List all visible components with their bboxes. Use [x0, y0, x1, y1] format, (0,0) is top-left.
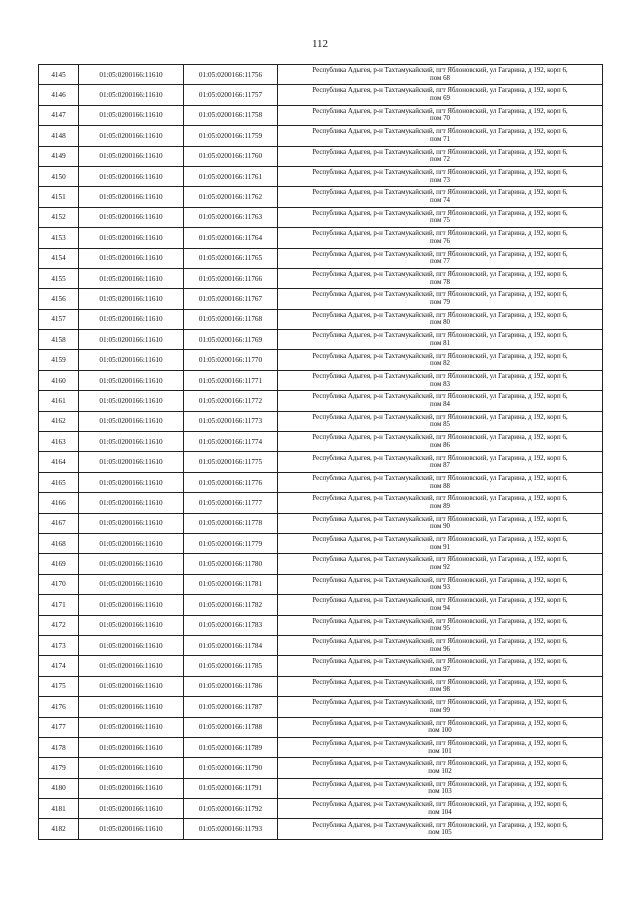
cadastral-number-cell: 01:05:0200166:11782 — [184, 595, 278, 615]
parent-cadastral-number-cell: 01:05:0200166:11610 — [79, 105, 184, 125]
address-cell — [278, 635, 603, 655]
address-prefix-text: Республика Адыгея, р-н Тахтамукайский, пгт Яблоновский, ул Гагарина, д 192, корп 6, — [312, 393, 568, 401]
address-room-text: пом 69 — [430, 95, 450, 103]
address-room-text: пом 79 — [430, 298, 450, 306]
address-prefix-text: Республика Адыгея, р-н Тахтамукайский, пгт Яблоновский, ул Гагарина, д 192, корп 6, — [312, 678, 568, 686]
cadastral-number-cell: 01:05:0200166:11779 — [184, 533, 278, 553]
address-cell — [278, 452, 603, 472]
address-cell — [278, 513, 603, 533]
address-prefix-text: Республика Адыгея, р-н Тахтамукайский, пгт Яблоновский, ул Гагарина, д 192, корп 6, — [312, 760, 568, 768]
cadastral-number-cell: 01:05:0200166:11770 — [184, 350, 278, 370]
cadastral-number-cell: 01:05:0200166:11760 — [184, 146, 278, 166]
address-prefix-text: Республика Адыгея, р-н Тахтамукайский, пгт Яблоновский, ул Гагарина, д 192, корп 6, — [312, 189, 568, 197]
registry-table-body — [39, 65, 603, 840]
table-row — [39, 697, 603, 717]
table-row — [39, 65, 603, 85]
table-row — [39, 126, 603, 146]
address-prefix-text: Республика Адыгея, р-н Тахтамукайский, пгт Яблоновский, ул Гагарина, д 192, корп 6, — [312, 107, 568, 115]
address-cell — [278, 126, 603, 146]
address-cell — [278, 85, 603, 105]
row-number-cell: 4166 — [39, 493, 79, 513]
cadastral-number-cell: 01:05:0200166:11756 — [184, 65, 278, 85]
parent-cadastral-number-cell: 01:05:0200166:11610 — [79, 411, 184, 431]
address-room-text: пом 77 — [430, 258, 450, 266]
address-cell — [278, 289, 603, 309]
row-number-cell: 4162 — [39, 411, 79, 431]
address-room-text: пом 89 — [430, 502, 450, 510]
parent-cadastral-number-cell: 01:05:0200166:11610 — [79, 330, 184, 350]
row-number-cell: 4163 — [39, 432, 79, 452]
parent-cadastral-number-cell: 01:05:0200166:11610 — [79, 391, 184, 411]
address-room-text: пом 82 — [430, 360, 450, 368]
parent-cadastral-number-cell: 01:05:0200166:11610 — [79, 574, 184, 594]
row-number-cell: 4149 — [39, 146, 79, 166]
row-number-cell: 4159 — [39, 350, 79, 370]
address-room-text: пом 93 — [430, 584, 450, 592]
cadastral-number-cell: 01:05:0200166:11787 — [184, 697, 278, 717]
row-number-cell: 4151 — [39, 187, 79, 207]
address-prefix-text: Республика Адыгея, р-н Тахтамукайский, пгт Яблоновский, ул Гагарина, д 192, корп 6, — [312, 311, 568, 319]
cadastral-number-cell: 01:05:0200166:11781 — [184, 574, 278, 594]
parent-cadastral-number-cell: 01:05:0200166:11610 — [79, 85, 184, 105]
address-room-text: пом 87 — [430, 462, 450, 470]
row-number-cell: 4171 — [39, 595, 79, 615]
row-number-cell: 4178 — [39, 737, 79, 757]
parent-cadastral-number-cell: 01:05:0200166:11610 — [79, 289, 184, 309]
parent-cadastral-number-cell: 01:05:0200166:11610 — [79, 187, 184, 207]
address-cell — [278, 65, 603, 85]
address-cell — [278, 615, 603, 635]
row-number-cell: 4146 — [39, 85, 79, 105]
row-number-cell: 4176 — [39, 697, 79, 717]
parent-cadastral-number-cell: 01:05:0200166:11610 — [79, 533, 184, 553]
parent-cadastral-number-cell: 01:05:0200166:11610 — [79, 268, 184, 288]
table-row — [39, 228, 603, 248]
address-room-text: пом 80 — [430, 319, 450, 327]
address-prefix-text: Республика Адыгея, р-н Тахтамукайский, пгт Яблоновский, ул Гагарина, д 192, корп 6, — [312, 821, 568, 829]
cadastral-number-cell: 01:05:0200166:11762 — [184, 187, 278, 207]
address-cell — [278, 248, 603, 268]
table-row — [39, 350, 603, 370]
address-prefix-text: Республика Адыгея, р-н Тахтамукайский, пгт Яблоновский, ул Гагарина, д 192, корп 6, — [312, 250, 568, 258]
table-row — [39, 554, 603, 574]
row-number-cell: 4167 — [39, 513, 79, 533]
address-room-text: пом 95 — [430, 625, 450, 633]
address-room-text: пом 78 — [430, 278, 450, 286]
parent-cadastral-number-cell: 01:05:0200166:11610 — [79, 778, 184, 798]
parent-cadastral-number-cell: 01:05:0200166:11610 — [79, 146, 184, 166]
address-prefix-text: Республика Адыгея, р-н Тахтамукайский, пгт Яблоновский, ул Гагарина, д 192, корп 6, — [312, 454, 568, 462]
cadastral-number-cell: 01:05:0200166:11778 — [184, 513, 278, 533]
address-prefix-text: Республика Адыгея, р-н Тахтамукайский, пгт Яблоновский, ул Гагарина, д 192, корп 6, — [312, 780, 568, 788]
address-room-text: пом 70 — [430, 115, 450, 123]
address-prefix-text: Республика Адыгея, р-н Тахтамукайский, пгт Яблоновский, ул Гагарина, д 192, корп 6, — [312, 617, 568, 625]
parent-cadastral-number-cell: 01:05:0200166:11610 — [79, 717, 184, 737]
address-room-text: пом 105 — [428, 829, 452, 837]
address-prefix-text: Республика Адыгея, р-н Тахтамукайский, пгт Яблоновский, ул Гагарина, д 192, корп 6, — [312, 658, 568, 666]
parent-cadastral-number-cell: 01:05:0200166:11610 — [79, 350, 184, 370]
table-row — [39, 819, 603, 839]
parent-cadastral-number-cell: 01:05:0200166:11610 — [79, 758, 184, 778]
address-prefix-text: Республика Адыгея, р-н Тахтамукайский, пгт Яблоновский, ул Гагарина, д 192, корп 6, — [312, 332, 568, 340]
address-cell — [278, 717, 603, 737]
address-cell — [278, 146, 603, 166]
table-row — [39, 85, 603, 105]
address-room-text: пом 90 — [430, 523, 450, 531]
address-room-text: пом 83 — [430, 380, 450, 388]
address-prefix-text: Республика Адыгея, р-н Тахтамукайский, пгт Яблоновский, ул Гагарина, д 192, корп 6, — [312, 699, 568, 707]
address-room-text: пом 98 — [430, 686, 450, 694]
table-row — [39, 615, 603, 635]
address-prefix-text: Республика Адыгея, р-н Тахтамукайский, пгт Яблоновский, ул Гагарина, д 192, корп 6, — [312, 801, 568, 809]
cadastral-number-cell: 01:05:0200166:11790 — [184, 758, 278, 778]
address-prefix-text: Республика Адыгея, р-н Тахтамукайский, пгт Яблоновский, ул Гагарина, д 192, корп 6, — [312, 128, 568, 136]
cadastral-number-cell: 01:05:0200166:11764 — [184, 228, 278, 248]
address-room-text: пом 101 — [428, 747, 452, 755]
parent-cadastral-number-cell: 01:05:0200166:11610 — [79, 432, 184, 452]
address-prefix-text: Республика Адыгея, р-н Тахтамукайский, пгт Яблоновский, ул Гагарина, д 192, корп 6, — [312, 597, 568, 605]
address-cell — [278, 533, 603, 553]
address-cell — [278, 268, 603, 288]
parent-cadastral-number-cell: 01:05:0200166:11610 — [79, 248, 184, 268]
address-prefix-text: Республика Адыгея, р-н Тахтамукайский, пгт Яблоновский, ул Гагарина, д 192, корп 6, — [312, 148, 568, 156]
table-row — [39, 146, 603, 166]
parent-cadastral-number-cell: 01:05:0200166:11610 — [79, 207, 184, 227]
page-number: 112 — [311, 38, 329, 50]
table-row — [39, 166, 603, 186]
row-number-cell: 4154 — [39, 248, 79, 268]
parent-cadastral-number-cell: 01:05:0200166:11610 — [79, 370, 184, 390]
table-row — [39, 330, 603, 350]
row-number-cell: 4147 — [39, 105, 79, 125]
cadastral-number-cell: 01:05:0200166:11783 — [184, 615, 278, 635]
address-prefix-text: Республика Адыгея, р-н Тахтамукайский, пгт Яблоновский, ул Гагарина, д 192, корп 6, — [312, 230, 568, 238]
address-cell — [278, 676, 603, 696]
cadastral-number-cell: 01:05:0200166:11786 — [184, 676, 278, 696]
address-cell — [278, 207, 603, 227]
address-room-text: пом 76 — [430, 237, 450, 245]
address-cell — [278, 554, 603, 574]
cadastral-number-cell: 01:05:0200166:11757 — [184, 85, 278, 105]
address-prefix-text: Республика Адыгея, р-н Тахтамукайский, пгт Яблоновский, ул Гагарина, д 192, корп 6, — [312, 495, 568, 503]
address-cell — [278, 228, 603, 248]
address-prefix-text: Республика Адыгея, р-н Тахтамукайский, пгт Яблоновский, ул Гагарина, д 192, корп 6, — [312, 291, 568, 299]
address-room-text: пом 86 — [430, 441, 450, 449]
table-row — [39, 717, 603, 737]
table-row — [39, 248, 603, 268]
registry-table — [38, 64, 603, 840]
address-cell — [278, 656, 603, 676]
row-number-cell: 4168 — [39, 533, 79, 553]
cadastral-number-cell: 01:05:0200166:11761 — [184, 166, 278, 186]
address-cell — [278, 574, 603, 594]
table-row — [39, 105, 603, 125]
address-cell — [278, 737, 603, 757]
address-room-text: пом 88 — [430, 482, 450, 490]
table-row — [39, 207, 603, 227]
address-prefix-text: Республика Адыгея, р-н Тахтамукайский, пгт Яблоновский, ул Гагарина, д 192, корп 6, — [312, 434, 568, 442]
address-cell — [278, 778, 603, 798]
parent-cadastral-number-cell: 01:05:0200166:11610 — [79, 452, 184, 472]
cadastral-number-cell: 01:05:0200166:11793 — [184, 819, 278, 839]
parent-cadastral-number-cell: 01:05:0200166:11610 — [79, 697, 184, 717]
address-prefix-text: Республика Адыгея, р-н Тахтамукайский, пгт Яблоновский, ул Гагарина, д 192, корп 6, — [312, 169, 568, 177]
row-number-cell: 4182 — [39, 819, 79, 839]
cadastral-number-cell: 01:05:0200166:11791 — [184, 778, 278, 798]
parent-cadastral-number-cell: 01:05:0200166:11610 — [79, 737, 184, 757]
address-cell — [278, 411, 603, 431]
row-number-cell: 4158 — [39, 330, 79, 350]
address-room-text: пом 71 — [430, 135, 450, 143]
cadastral-number-cell: 01:05:0200166:11784 — [184, 635, 278, 655]
address-prefix-text: Республика Адыгея, р-н Тахтамукайский, пгт Яблоновский, ул Гагарина, д 192, корп 6, — [312, 413, 568, 421]
address-prefix-text: Республика Адыгея, р-н Тахтамукайский, пгт Яблоновский, ул Гагарина, д 192, корп 6, — [312, 515, 568, 523]
table-row — [39, 513, 603, 533]
parent-cadastral-number-cell: 01:05:0200166:11610 — [79, 676, 184, 696]
table-row — [39, 799, 603, 819]
address-prefix-text: Республика Адыгея, р-н Тахтамукайский, пгт Яблоновский, ул Гагарина, д 192, корп 6, — [312, 372, 568, 380]
cadastral-number-cell: 01:05:0200166:11759 — [184, 126, 278, 146]
parent-cadastral-number-cell: 01:05:0200166:11610 — [79, 615, 184, 635]
address-cell — [278, 819, 603, 839]
row-number-cell: 4179 — [39, 758, 79, 778]
cadastral-number-cell: 01:05:0200166:11777 — [184, 493, 278, 513]
address-prefix-text: Республика Адыгея, р-н Тахтамукайский, пгт Яблоновский, ул Гагарина, д 192, корп 6, — [312, 536, 568, 544]
table-row — [39, 289, 603, 309]
address-cell — [278, 697, 603, 717]
address-room-text: пом 96 — [430, 645, 450, 653]
row-number-cell: 4181 — [39, 799, 79, 819]
table-row — [39, 268, 603, 288]
address-room-text: пом 99 — [430, 706, 450, 714]
row-number-cell: 4148 — [39, 126, 79, 146]
address-room-text: пом 84 — [430, 400, 450, 408]
address-cell — [278, 350, 603, 370]
table-row — [39, 778, 603, 798]
address-cell — [278, 799, 603, 819]
address-cell — [278, 166, 603, 186]
cadastral-number-cell: 01:05:0200166:11767 — [184, 289, 278, 309]
row-number-cell: 4170 — [39, 574, 79, 594]
address-room-text: пом 100 — [428, 727, 452, 735]
address-room-text: пом 102 — [428, 767, 452, 775]
table-row — [39, 656, 603, 676]
address-cell — [278, 472, 603, 492]
cadastral-number-cell: 01:05:0200166:11772 — [184, 391, 278, 411]
address-prefix-text: Республика Адыгея, р-н Тахтамукайский, пгт Яблоновский, ул Гагарина, д 192, корп 6, — [312, 719, 568, 727]
parent-cadastral-number-cell: 01:05:0200166:11610 — [79, 472, 184, 492]
row-number-cell: 4175 — [39, 676, 79, 696]
parent-cadastral-number-cell: 01:05:0200166:11610 — [79, 493, 184, 513]
address-cell — [278, 432, 603, 452]
cadastral-number-cell: 01:05:0200166:11792 — [184, 799, 278, 819]
cadastral-number-cell: 01:05:0200166:11774 — [184, 432, 278, 452]
parent-cadastral-number-cell: 01:05:0200166:11610 — [79, 635, 184, 655]
address-cell — [278, 493, 603, 513]
address-prefix-text: Республика Адыгея, р-н Тахтамукайский, пгт Яблоновский, ул Гагарина, д 192, корп 6, — [312, 474, 568, 482]
row-number-cell: 4157 — [39, 309, 79, 329]
table-row — [39, 391, 603, 411]
row-number-cell: 4153 — [39, 228, 79, 248]
parent-cadastral-number-cell: 01:05:0200166:11610 — [79, 595, 184, 615]
address-cell — [278, 758, 603, 778]
cadastral-number-cell: 01:05:0200166:11788 — [184, 717, 278, 737]
address-room-text: пом 75 — [430, 217, 450, 225]
parent-cadastral-number-cell: 01:05:0200166:11610 — [79, 819, 184, 839]
parent-cadastral-number-cell: 01:05:0200166:11610 — [79, 309, 184, 329]
address-cell — [278, 391, 603, 411]
parent-cadastral-number-cell: 01:05:0200166:11610 — [79, 656, 184, 676]
address-room-text: пом 68 — [430, 74, 450, 82]
parent-cadastral-number-cell: 01:05:0200166:11610 — [79, 513, 184, 533]
table-row — [39, 493, 603, 513]
row-number-cell: 4155 — [39, 268, 79, 288]
cadastral-number-cell: 01:05:0200166:11766 — [184, 268, 278, 288]
address-prefix-text: Республика Адыгея, р-н Тахтамукайский, пгт Яблоновский, ул Гагарина, д 192, корп 6, — [312, 67, 568, 75]
table-row — [39, 574, 603, 594]
parent-cadastral-number-cell: 01:05:0200166:11610 — [79, 554, 184, 574]
address-room-text: пом 91 — [430, 543, 450, 551]
row-number-cell: 4173 — [39, 635, 79, 655]
row-number-cell: 4180 — [39, 778, 79, 798]
address-prefix-text: Республика Адыгея, р-н Тахтамукайский, пгт Яблоновский, ул Гагарина, д 192, корп 6, — [312, 271, 568, 278]
row-number-cell: 4152 — [39, 207, 79, 227]
table-row — [39, 595, 603, 615]
address-cell — [278, 105, 603, 125]
row-number-cell: 4156 — [39, 289, 79, 309]
cadastral-number-cell: 01:05:0200166:11785 — [184, 656, 278, 676]
table-row — [39, 452, 603, 472]
row-number-cell: 4177 — [39, 717, 79, 737]
address-prefix-text: Республика Адыгея, р-н Тахтамукайский, пгт Яблоновский, ул Гагарина, д 192, корп 6, — [312, 556, 568, 564]
row-number-cell: 4161 — [39, 391, 79, 411]
address-room-text: пом 97 — [430, 666, 450, 674]
cadastral-number-cell: 01:05:0200166:11789 — [184, 737, 278, 757]
address-cell — [278, 595, 603, 615]
cadastral-number-cell: 01:05:0200166:11775 — [184, 452, 278, 472]
cadastral-number-cell: 01:05:0200166:11765 — [184, 248, 278, 268]
table-row — [39, 635, 603, 655]
address-room-text: пом 81 — [430, 339, 450, 347]
address-cell — [278, 309, 603, 329]
table-row — [39, 370, 603, 390]
cadastral-number-cell: 01:05:0200166:11776 — [184, 472, 278, 492]
row-number-cell: 4174 — [39, 656, 79, 676]
address-prefix-text: Республика Адыгея, р-н Тахтамукайский, пгт Яблоновский, ул Гагарина, д 192, корп 6, — [312, 739, 568, 747]
parent-cadastral-number-cell: 01:05:0200166:11610 — [79, 126, 184, 146]
parent-cadastral-number-cell: 01:05:0200166:11610 — [79, 166, 184, 186]
cadastral-number-cell: 01:05:0200166:11768 — [184, 309, 278, 329]
address-room-text: пом 85 — [430, 421, 450, 429]
table-row — [39, 676, 603, 696]
table-row — [39, 737, 603, 757]
parent-cadastral-number-cell: 01:05:0200166:11610 — [79, 228, 184, 248]
cadastral-number-cell: 01:05:0200166:11780 — [184, 554, 278, 574]
address-room-text: пом 73 — [430, 176, 450, 184]
address-prefix-text: Республика Адыгея, р-н Тахтамукайский, пгт Яблоновский, ул Гагарина, д 192, корп 6, — [312, 209, 568, 217]
address-prefix-text: Республика Адыгея, р-н Тахтамукайский, пгт Яблоновский, ул Гагарина, д 192, корп 6, — [312, 576, 568, 584]
table-row — [39, 533, 603, 553]
cadastral-number-cell: 01:05:0200166:11769 — [184, 330, 278, 350]
address-room-text: пом 94 — [430, 604, 450, 612]
row-number-cell: 4169 — [39, 554, 79, 574]
row-number-cell: 4160 — [39, 370, 79, 390]
address-prefix-text: Республика Адыгея, р-н Тахтамукайский, пгт Яблоновский, ул Гагарина, д 192, корп 6, — [312, 638, 568, 646]
table-row — [39, 309, 603, 329]
cadastral-number-cell: 01:05:0200166:11763 — [184, 207, 278, 227]
address-prefix-text: Республика Адыгея, р-н Тахтамукайский, пгт Яблоновский, ул Гагарина, д 192, корп 6, — [312, 352, 568, 360]
cadastral-number-cell: 01:05:0200166:11771 — [184, 370, 278, 390]
parent-cadastral-number-cell: 01:05:0200166:11610 — [79, 799, 184, 819]
row-number-cell: 4172 — [39, 615, 79, 635]
row-number-cell: 4165 — [39, 472, 79, 492]
address-cell — [278, 370, 603, 390]
address-cell — [278, 187, 603, 207]
address-room-text: пом 92 — [430, 564, 450, 572]
row-number-cell: 4145 — [39, 65, 79, 85]
address-room-text: пом 74 — [430, 197, 450, 205]
address-room-text: пом 72 — [430, 156, 450, 164]
table-row — [39, 472, 603, 492]
table-row — [39, 187, 603, 207]
table-row — [39, 411, 603, 431]
parent-cadastral-number-cell: 01:05:0200166:11610 — [79, 65, 184, 85]
cadastral-number-cell: 01:05:0200166:11773 — [184, 411, 278, 431]
row-number-cell: 4164 — [39, 452, 79, 472]
table-row — [39, 758, 603, 778]
cadastral-number-cell: 01:05:0200166:11758 — [184, 105, 278, 125]
address-prefix-text: Республика Адыгея, р-н Тахтамукайский, пгт Яблоновский, ул Гагарина, д 192, корп 6, — [312, 87, 568, 95]
address-room-text: пом 103 — [428, 788, 452, 796]
row-number-cell: 4150 — [39, 166, 79, 186]
table-row — [39, 432, 603, 452]
address-cell — [278, 330, 603, 350]
address-room-text: пом 104 — [428, 808, 452, 816]
